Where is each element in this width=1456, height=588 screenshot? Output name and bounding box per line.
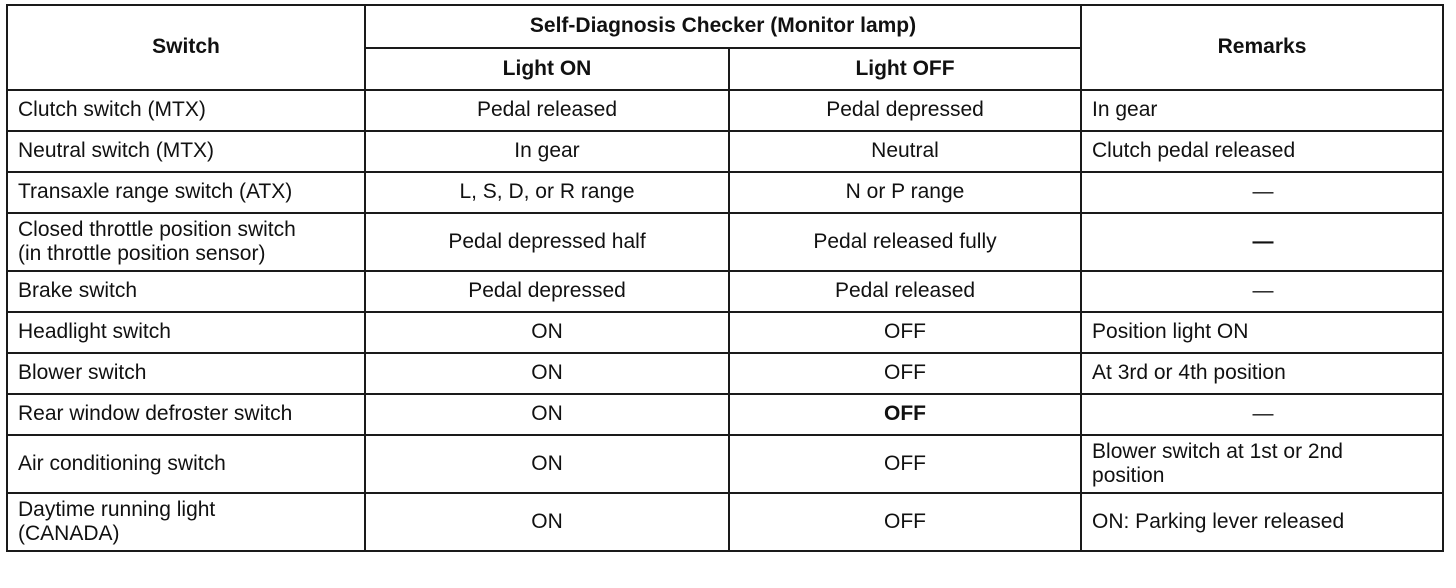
cell-light-off: OFF xyxy=(729,353,1081,394)
cell-remarks: At 3rd or 4th position xyxy=(1081,353,1443,394)
table-row xyxy=(7,493,1443,551)
cell-remarks: — xyxy=(1081,213,1443,271)
self-diagnosis-table-container xyxy=(6,4,1442,552)
cell-switch-line: (CANADA) xyxy=(18,522,120,545)
cell-remarks-line: Blower switch at 1st or 2nd xyxy=(1092,439,1343,463)
cell-switch: Transaxle range switch (ATX) xyxy=(7,172,365,213)
header-checker: Self-Diagnosis Checker (Monitor lamp) xyxy=(365,5,1081,48)
cell-light-off: Pedal released xyxy=(729,271,1081,312)
cell-switch: Headlight switch xyxy=(7,312,365,353)
cell-remarks: In gear xyxy=(1081,90,1443,131)
cell-light-on: L, S, D, or R range xyxy=(365,172,729,213)
cell-switch-line: Closed throttle position switch xyxy=(18,217,296,241)
cell-light-off: OFF xyxy=(729,435,1081,493)
cell-switch xyxy=(7,213,365,271)
table-body xyxy=(7,90,1443,551)
cell-remarks: ON: Parking lever released xyxy=(1081,493,1443,551)
table-row xyxy=(7,312,1443,353)
cell-light-on: ON xyxy=(365,435,729,493)
cell-light-off: OFF xyxy=(729,312,1081,353)
cell-light-on: Pedal depressed half xyxy=(365,213,729,271)
cell-light-on: In gear xyxy=(365,131,729,172)
header-remarks: Remarks xyxy=(1081,5,1443,90)
table-row xyxy=(7,394,1443,435)
cell-light-on: ON xyxy=(365,353,729,394)
cell-light-off: Pedal depressed xyxy=(729,90,1081,131)
header-light-on: Light ON xyxy=(365,48,729,90)
cell-light-on: Pedal depressed xyxy=(365,271,729,312)
cell-light-on: ON xyxy=(365,394,729,435)
table-row xyxy=(7,271,1443,312)
cell-switch xyxy=(7,493,365,551)
cell-remarks-line: position xyxy=(1092,464,1165,487)
table-row xyxy=(7,90,1443,131)
cell-switch-line: Daytime running light xyxy=(18,497,216,521)
cell-remarks: — xyxy=(1081,394,1443,435)
cell-switch-line: (in throttle position sensor) xyxy=(18,242,266,265)
cell-switch: Blower switch xyxy=(7,353,365,394)
cell-light-off: Neutral xyxy=(729,131,1081,172)
header-light-off: Light OFF xyxy=(729,48,1081,90)
table-row xyxy=(7,131,1443,172)
table-row xyxy=(7,213,1443,271)
header-row-1 xyxy=(7,5,1443,48)
table-row xyxy=(7,353,1443,394)
cell-switch: Clutch switch (MTX) xyxy=(7,90,365,131)
cell-remarks xyxy=(1081,435,1443,493)
cell-remarks: Clutch pedal released xyxy=(1081,131,1443,172)
self-diagnosis-table xyxy=(6,4,1444,552)
cell-remarks: Position light ON xyxy=(1081,312,1443,353)
table-row xyxy=(7,172,1443,213)
cell-light-on: ON xyxy=(365,493,729,551)
cell-switch: Rear window defroster switch xyxy=(7,394,365,435)
cell-light-off: N or P range xyxy=(729,172,1081,213)
cell-switch: Brake switch xyxy=(7,271,365,312)
cell-remarks: — xyxy=(1081,172,1443,213)
cell-light-off: Pedal released fully xyxy=(729,213,1081,271)
table-header xyxy=(7,5,1443,90)
table-row xyxy=(7,435,1443,493)
cell-light-on: Pedal released xyxy=(365,90,729,131)
cell-light-on: ON xyxy=(365,312,729,353)
cell-switch: Neutral switch (MTX) xyxy=(7,131,365,172)
cell-switch: Air conditioning switch xyxy=(7,435,365,493)
cell-light-off: OFF xyxy=(729,394,1081,435)
cell-light-off: OFF xyxy=(729,493,1081,551)
header-switch: Switch xyxy=(7,5,365,90)
cell-remarks: — xyxy=(1081,271,1443,312)
